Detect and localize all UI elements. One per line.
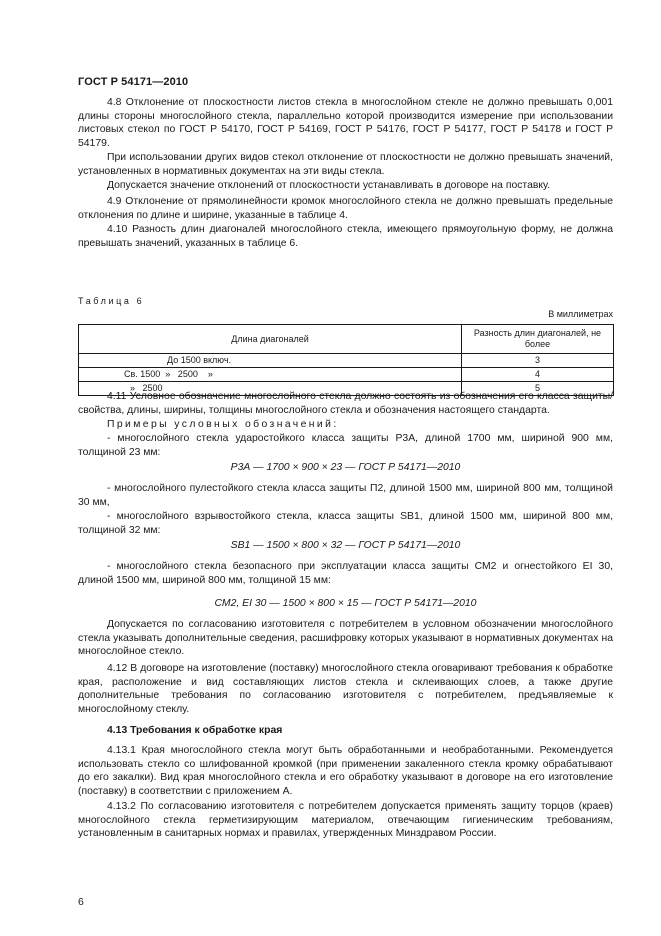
paragraph-4-13-2: 4.13.2 По согласованию изготовителя с потребителем допускается применять защиту торцов (краев) многослойного стекла герметизирующим материалом, отвечающим гигиеническим требованиям, установленным в санитарных нормах и правилах, утвержденных Минздравом России. [78,801,613,840]
table-cell-difference: 3 [462,354,614,368]
paragraph-4-8-contract: Допускается значение отклонений от плоскостности устанавливать в договоре на поставку. [107,180,551,191]
paragraph-4-8: 4.8 Отклонение от плоскостности листов стекла в многослойном стекле не должно превышать 0,001 длины стороны многослойного стекла, параллельно которой производится измерение при использовании листовых стекол по ГОСТ Р 54170, ГОСТ Р 54169, ГОСТ Р 54176, ГОСТ Р 54177, ГОСТ Р 54178 и ГОСТ Р 54179. [78,97,613,149]
table-header-row [79,325,614,354]
example-3-text: - многослойного взрывостойкого стекла, класса защиты SB1, длиной 1500 мм, шириной 800 мм, толщиной 32 мм: [78,511,613,536]
paragraph-4-11-note: Допускается по согласованию изготовителя с потребителем в условном обозначении многослойного стекла указывать дополнительные сведения, расшифровку которых указывают в нормативных документах на многослойное стекло. [78,619,613,658]
table-cell-difference: 4 [462,368,614,382]
table-cell-length: Св. 1500 » 2500 » [79,368,462,382]
paragraph-4-11: 4.11 Условное обозначение многослойного стекла должно состоять из обозначения его класса защиты/свойства, длины, ширины, толщины многослойного стекла и обозначения настоящего стандарта. [78,391,613,416]
example-3-formula: SB1 — 1500 × 800 × 32 — ГОСТ Р 54171—2010 [230,540,461,551]
column-header-difference: Разность длин диагоналей, не более [462,325,614,354]
example-2-text: - многослойного пулестойкого стекла класса защиты П2, длиной 1500 мм, шириной 800 мм, толщиной 30 мм, [78,483,613,508]
paragraph-4-13-1: 4.13.1 Края многослойного стекла могут быть обработанными и необработанными. Рекомендуется использовать стекло со шлифованной кромкой (при применении закаленного стекла кромку обрабатывают до его закалки). Вид края многослойного стекла и его обработку указывают в договоре на его изготовление (поставку) в соответствии с приложением А. [78,745,613,797]
page-number: 6 [78,897,84,908]
paragraph-4-8-other-glass: При использовании других видов стекол отклонение от плоскостности не должно превышать значений, установленных в нормативных документах на эти виды стекла. [78,152,613,177]
example-4-formula: СМ2, EI 30 — 1500 × 800 × 15 — ГОСТ Р 54171—2010 [214,598,477,609]
diagonal-difference-table [78,324,614,396]
column-header-length: Длина диагоналей [79,325,462,354]
example-4-text: - многослойного стекла безопасного при эксплуатации класса защиты СМ2 и огнестойкого EI 30, длиной 1500 мм, шириной 800 мм, толщиной 15 мм: [78,561,613,586]
paragraph-4-12: 4.12 В договоре на изготовление (поставку) многослойного стекла оговаривают требования к обработке края, расположение и вид составляющих листов стекла и склеивающих слоев, а также другие дополнительные требования по согласованию изготовителя с потребителем, предъявляемые к многослойному стеклу. [78,663,613,715]
paragraph-4-10: 4.10 Разность длин диагоналей многослойного стекла, имеющего прямоугольную форму, не должна превышать значений, указанных в таблице 6. [78,224,613,249]
table-row [79,354,614,368]
example-1-text: - многослойного стекла ударостойкого класса защиты Р3А, длиной 1700 мм, шириной 900 мм, толщиной 23 мм: [78,433,613,458]
table-row [79,368,614,382]
table-cell-length: До 1500 включ. [79,354,462,368]
table-cell-difference: 5 [462,382,614,396]
examples-title: Примеры условных обозначений: [107,419,339,430]
example-1-formula: Р3А — 1700 × 900 × 23 — ГОСТ Р 54171—2010 [230,462,461,473]
table-units: В миллиметрах [548,309,613,319]
table-caption: Таблица 6 [78,296,145,306]
section-4-13-title: 4.13 Требования к обработке края [107,725,283,736]
document-header: ГОСТ Р 54171—2010 [78,76,189,88]
paragraph-4-9: 4.9 Отклонение от прямолинейности кромок многослойного стекла не должно превышать предельные отклонения по длине и ширине, указанные в таблице 4. [78,196,613,221]
table-cell-length: » 2500 [79,382,462,396]
